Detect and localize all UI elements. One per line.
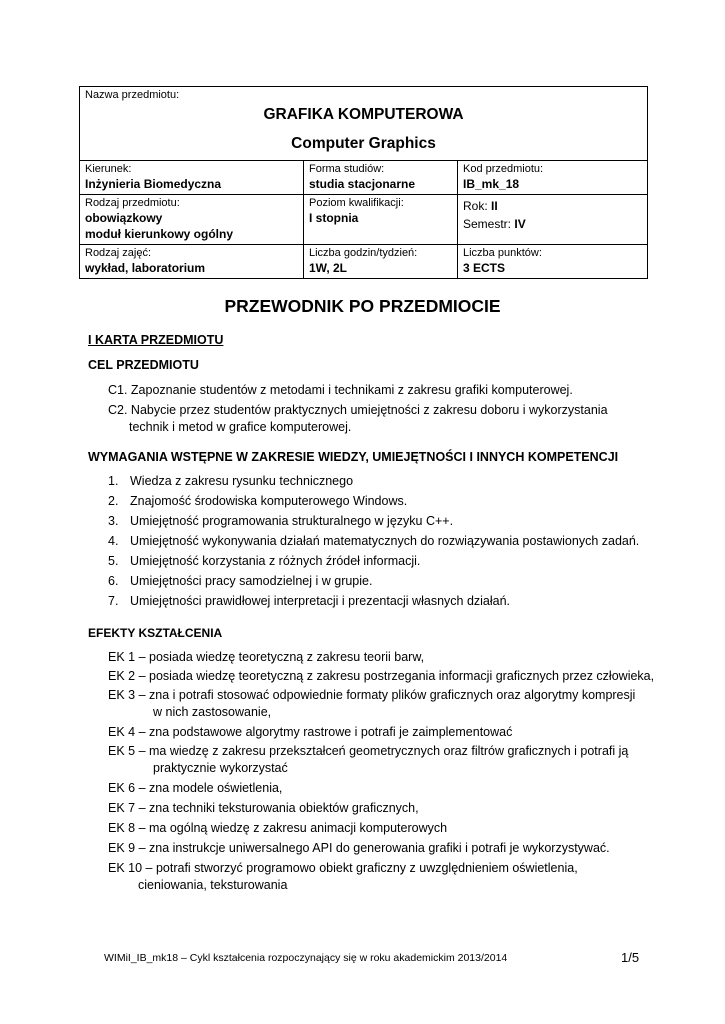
goals-list	[108, 382, 640, 436]
course-code-value: IB_mk_18	[463, 177, 520, 191]
semester-value: IV	[514, 217, 526, 231]
goal-item	[108, 402, 640, 436]
requirement-text: Umiejętności prawidłowej interpretacji i prezentacji własnych działań.	[130, 594, 511, 608]
semester-line	[463, 216, 642, 232]
effects-list	[108, 649, 655, 894]
hours-label: Liczba godzin/tydzień:	[309, 247, 418, 259]
course-code-cell	[458, 161, 648, 195]
requirement-item	[108, 593, 639, 613]
goals-heading: CEL PRZEDMIOTU	[88, 358, 199, 372]
study-form-value: studia stacjonarne	[309, 177, 416, 191]
page-number: 1/5	[621, 950, 640, 965]
qualification-level-cell	[304, 195, 458, 245]
hours-value: 1W, 2L	[309, 261, 348, 275]
guide-title: PRZEWODNIK PO PRZEDMIOCIE	[224, 296, 501, 316]
qualification-level-label: Poziom kwalifikacji:	[309, 197, 404, 209]
year-semester-cell	[458, 195, 648, 245]
points-cell	[458, 245, 648, 279]
study-form-cell	[304, 161, 458, 195]
requirement-number: 1.	[108, 474, 119, 488]
subject-label: Nazwa przedmiotu:	[85, 89, 180, 101]
effect-item-continued: w nich zastosowanie,	[153, 705, 272, 719]
year-label: Rok:	[463, 199, 492, 213]
effect-item: EK 1 – posiada wiedzę teoretyczną z zakresu teorii barw,	[108, 650, 425, 664]
requirement-text: Umiejętności pracy samodzielnej i w grupie.	[130, 574, 373, 588]
requirement-text: Umiejętność programowania strukturalnego w języku C++.	[130, 514, 454, 528]
course-module-value: moduł kierunkowy ogólny	[85, 227, 234, 241]
class-type-label: Rodzaj zajęć:	[85, 247, 152, 259]
effect-item: EK 3 – zna i potrafi stosować odpowiednie formaty plików graficznych oraz algorytmy kompresji	[108, 688, 636, 702]
requirement-number: 5.	[108, 554, 119, 568]
page-footer: WIMiI_IB_mk18 – Cykl kształcenia rozpoczynający się w roku akademickim 2013/2014	[104, 952, 508, 964]
requirement-number: 7.	[108, 594, 119, 608]
effect-item: EK 6 – zna modele oświetlenia,	[108, 781, 283, 795]
goal-item	[108, 382, 640, 399]
course-title-pl: GRAFIKA KOMPUTEROWA	[263, 106, 464, 123]
requirement-number: 2.	[108, 494, 119, 508]
class-type-value: wykład, laboratorium	[85, 261, 206, 275]
course-type-cell	[80, 195, 304, 245]
requirement-text: Znajomość środowiska komputerowego Windows.	[130, 494, 408, 508]
year-line	[463, 198, 642, 214]
hours-cell	[304, 245, 458, 279]
requirement-number: 3.	[108, 514, 119, 528]
section-course-card-heading: I KARTA PRZEDMIOTU	[88, 333, 224, 347]
effect-item-continued: praktycznie wykorzystać	[153, 761, 288, 775]
course-code-label: Kod przedmiotu:	[463, 163, 544, 175]
course-title-cell	[80, 87, 648, 161]
field-value: Inżynieria Biomedyczna	[85, 177, 222, 191]
requirement-item	[108, 513, 639, 533]
effect-item: EK 9 – zna instrukcje uniwersalnego API do generowania grafiki i potrafi je wykorzystywać.	[108, 841, 610, 855]
requirement-text: Wiedza z zakresu rysunku technicznego	[130, 474, 354, 488]
points-label: Liczba punktów:	[463, 247, 542, 259]
effects-heading: EFEKTY KSZTAŁCENIA	[88, 626, 223, 640]
effect-item: EK 8 – ma ogólną wiedzę z zakresu animacji komputerowych	[108, 821, 448, 835]
requirement-item	[108, 573, 639, 593]
effect-item: EK 4 – zna podstawowe algorytmy rastrowe i potrafi je zaimplementować	[108, 725, 513, 739]
requirement-number: 6.	[108, 574, 119, 588]
requirement-text: Umiejętność korzystania z różnych źródeł informacji.	[130, 554, 421, 568]
points-value: 3 ECTS	[463, 261, 506, 275]
effect-item: EK 2 – posiada wiedzę teoretyczną z zakresu postrzegania informacji graficznych przez człowieka,	[108, 669, 655, 683]
requirements-list	[108, 473, 639, 613]
effect-item: EK 7 – zna techniki teksturowania obiektów graficznych,	[108, 801, 419, 815]
study-form-label: Forma studiów:	[309, 163, 385, 175]
requirement-item	[108, 493, 639, 513]
requirement-text: Umiejętność wykonywania działań matematycznych do rozwiązywania postawionych zadań.	[130, 534, 640, 548]
goal-text: C2. Nabycie przez studentów praktycznych umiejętności z zakresu doboru i wykorzystania	[108, 403, 608, 417]
effect-item-continued: cieniowania, teksturowania	[138, 878, 288, 892]
class-type-cell	[80, 245, 304, 279]
field-label: Kierunek:	[85, 163, 132, 175]
course-title-en: Computer Graphics	[291, 135, 436, 152]
effect-item: EK 5 – ma wiedzę z zakresu przekształceń geometrycznych oraz filtrów graficznych i potrafi ją	[108, 744, 629, 758]
qualification-level-value: I stopnia	[309, 211, 359, 225]
course-type-label: Rodzaj przedmiotu:	[85, 197, 180, 209]
year-value: II	[491, 199, 498, 213]
effect-item: EK 10 – potrafi stworzyć programowo obiekt graficzny z uwzględnieniem oświetlenia,	[108, 861, 578, 875]
goal-text-continued: technik i metod w grafice komputerowej.	[129, 420, 352, 434]
requirement-number: 4.	[108, 534, 119, 548]
field-of-study-cell	[80, 161, 304, 195]
requirement-item	[108, 553, 639, 573]
requirement-item	[108, 473, 639, 493]
course-info-table	[79, 86, 648, 279]
course-type-value: obowiązkowy	[85, 211, 163, 225]
requirements-heading: WYMAGANIA WSTĘPNE W ZAKRESIE WIEDZY, UMIEJĘTNOŚCI I INNYCH KOMPETENCJI	[88, 450, 619, 464]
semester-label: Semestr:	[463, 217, 515, 231]
goal-text: C1. Zapoznanie studentów z metodami i technikami z zakresu grafiki komputerowej.	[108, 383, 573, 397]
requirement-item	[108, 533, 639, 553]
